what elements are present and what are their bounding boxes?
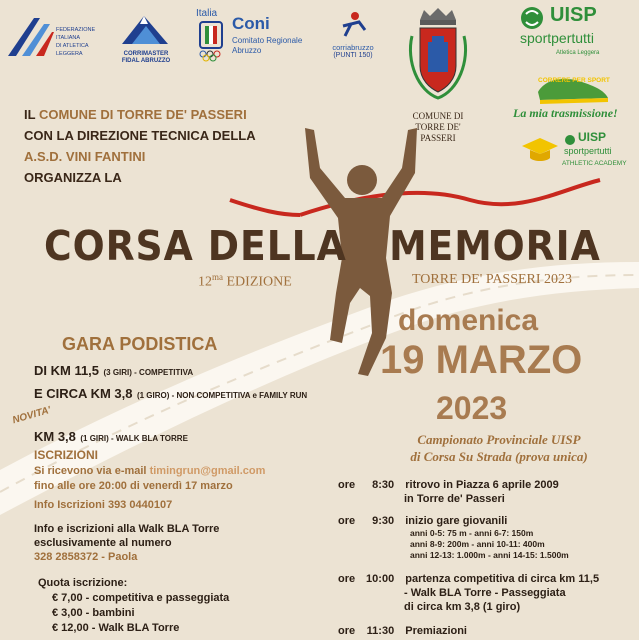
correre-logo	[532, 72, 612, 106]
race-r3-big: KM 3,8	[34, 429, 76, 444]
walk-info	[34, 522, 219, 564]
schedule-2	[338, 514, 569, 561]
quota-3: € 12,00 - Walk BLA Torre	[52, 622, 180, 634]
comune-line1: COMUNE DI	[412, 111, 464, 121]
race-r2-small: (1 GIRO) - NON COMPETITIVA e FAMILY RUN	[136, 391, 308, 400]
organizer-l1a: IL	[24, 107, 39, 122]
edition-sup: ma	[212, 272, 223, 282]
race-row-3	[34, 428, 188, 446]
corrimaster-line2: FIDAL ABRUZZO	[121, 58, 171, 64]
s4-time: 11:30	[366, 625, 395, 637]
corrimaster-logo	[118, 12, 174, 64]
corriabruzzo-name: corriabruzzo	[332, 43, 374, 52]
edition-word: EDIZIONE	[226, 274, 292, 290]
walk-l3: 328 2858372 - Paola	[34, 551, 138, 563]
ore-label: ore	[338, 515, 356, 527]
s3-l3: di circa km 3,8 (1 giro)	[404, 601, 521, 613]
title-part-b: MEMORIA	[389, 222, 601, 270]
race-r2-big: E CIRCA KM 3,8	[34, 386, 133, 401]
s3-l1: partenza competitiva di circa km 11,5	[405, 573, 600, 585]
coni-name: Coni	[232, 14, 270, 33]
s1-l1: ritrovo in Piazza 6 aprile 2009	[405, 479, 559, 491]
novita-badge: NOVITA'	[11, 404, 53, 427]
walk-l2: esclusivamente al numero	[34, 537, 172, 549]
uisp-small-emblem-icon	[564, 134, 576, 146]
edition-label	[198, 272, 292, 291]
s2-d1: anni 0-5: 75 m - anni 6-7: 150m	[410, 528, 534, 538]
coni-sub1: Comitato Regionale	[232, 36, 303, 45]
corriabruzzo-points: (PUNTI 150)	[333, 52, 373, 59]
race-heading: GARA PODISTICA	[62, 334, 218, 354]
athletic-academy-logo	[520, 128, 632, 172]
iscrizioni-l2: fino alle ore 20:00 di venerdì 17 marzo	[34, 480, 233, 492]
edition-num: 12	[198, 274, 212, 290]
championship-info	[369, 431, 629, 465]
ore-label: ore	[338, 479, 356, 491]
race-r1-small: (3 GIRI) - COMPETITIVA	[103, 368, 194, 377]
correre-text: CORRERE PER SPORT	[538, 77, 610, 84]
organizer-comune: COMUNE DI TORRE DE' PASSERI	[38, 107, 247, 122]
event-year: 2023	[436, 390, 508, 426]
coni-olympic-icon	[196, 20, 226, 64]
fidal-logo	[6, 14, 106, 62]
academy-name: ATHLETIC ACADEMY	[562, 160, 627, 167]
coat-of-arms-icon	[398, 6, 478, 106]
s2-d2: anni 8-9: 200m - anni 10-11: 400m	[410, 539, 545, 549]
walk-l1: Info e iscrizioni alla Walk BLA Torre	[34, 523, 220, 535]
race-r1-big: DI KM 11,5	[34, 363, 100, 378]
place-year: TORRE DE' PASSERI 2023	[412, 272, 573, 287]
uisp-logo	[516, 4, 634, 64]
schedule-4	[338, 624, 467, 638]
fidal-line1: FEDERAZIONE ITALIANA	[56, 27, 96, 41]
iscrizioni-heading: ISCRIZIONI	[34, 448, 99, 462]
s2-l1: inizio gare giovanili	[405, 515, 508, 527]
quota-1: € 7,00 - competitiva e passeggiata	[52, 592, 230, 604]
corriabruzzo-logo	[320, 10, 386, 64]
academy-uisp: UISP	[578, 130, 607, 144]
title-part-a: CORSA DELLA	[44, 222, 347, 270]
comune-crest	[398, 6, 478, 143]
fidal-line2: DI ATLETICA LEGGERA	[56, 43, 89, 57]
coni-sub2: Abruzzo	[232, 46, 262, 55]
organizer-l4: ORGANIZZA LA	[24, 170, 122, 185]
iscrizioni-block	[34, 464, 265, 513]
ore-label: ore	[338, 573, 356, 585]
comune-line2: TORRE DE' PASSERI	[415, 122, 461, 143]
s3-l2: - Walk BLA Torre - Passeggiata	[404, 587, 566, 599]
coni-logo	[194, 8, 309, 64]
organizer-l3: A.S.D. VINI FANTINI	[24, 149, 146, 164]
corrimaster-line1: CORRIMASTER	[123, 51, 169, 57]
champ-l2: di Corsa Su Strada (prova unica)	[410, 449, 588, 464]
quota-heading: Quota iscrizione:	[38, 577, 128, 589]
iscrizioni-l1: Si ricevono via e-mail	[34, 465, 150, 477]
ore-label: ore	[338, 625, 356, 637]
iscrizioni-email[interactable]: timingrun@gmail.com	[149, 465, 266, 477]
s1-l2: in Torre de' Passeri	[404, 493, 505, 505]
quota-block	[38, 576, 229, 636]
mountain-icon	[118, 12, 174, 46]
graduation-cap-icon	[520, 134, 560, 168]
uisp-name: UISP	[550, 4, 597, 26]
s1-time: 8:30	[372, 479, 395, 491]
s2-details	[410, 528, 569, 561]
event-weekday: domenica	[398, 304, 539, 337]
race-r3-small: (1 GIRI) - WALK BLA TORRE	[80, 434, 188, 443]
event-title	[44, 222, 601, 270]
coni-italia: Italia	[196, 8, 218, 19]
organizer-block	[24, 104, 256, 188]
s3-time: 10:00	[366, 573, 395, 585]
uisp-emblem-icon	[520, 6, 546, 30]
iscrizioni-l3: Info Iscrizioni 393 0440107	[34, 499, 173, 511]
s4-l1: Premiazioni	[405, 625, 467, 637]
runner-small-icon	[333, 10, 373, 38]
quota-2: € 3,00 - bambini	[52, 607, 135, 619]
uisp-sub: Atletica Leggera	[556, 50, 600, 56]
trasmissione-text: La mia trasmissione!	[513, 106, 618, 120]
race-row-2	[34, 385, 307, 403]
s2-d3: anni 12-13: 1.000m - anni 14-15: 1.500m	[410, 550, 569, 560]
fidal-icon	[6, 14, 54, 58]
schedule-1	[338, 478, 559, 506]
s2-time: 9:30	[372, 515, 395, 527]
schedule-3	[338, 572, 599, 614]
academy-tagline: sportpertutti	[564, 146, 612, 156]
race-row-1	[34, 362, 193, 380]
organizer-l2: CON LA DIREZIONE TECNICA DELLA	[24, 128, 256, 143]
uisp-tagline: sportpertutti	[520, 30, 594, 46]
champ-l1: Campionato Provinciale UISP	[417, 432, 581, 447]
event-day-month: 19 MARZO	[380, 338, 583, 382]
